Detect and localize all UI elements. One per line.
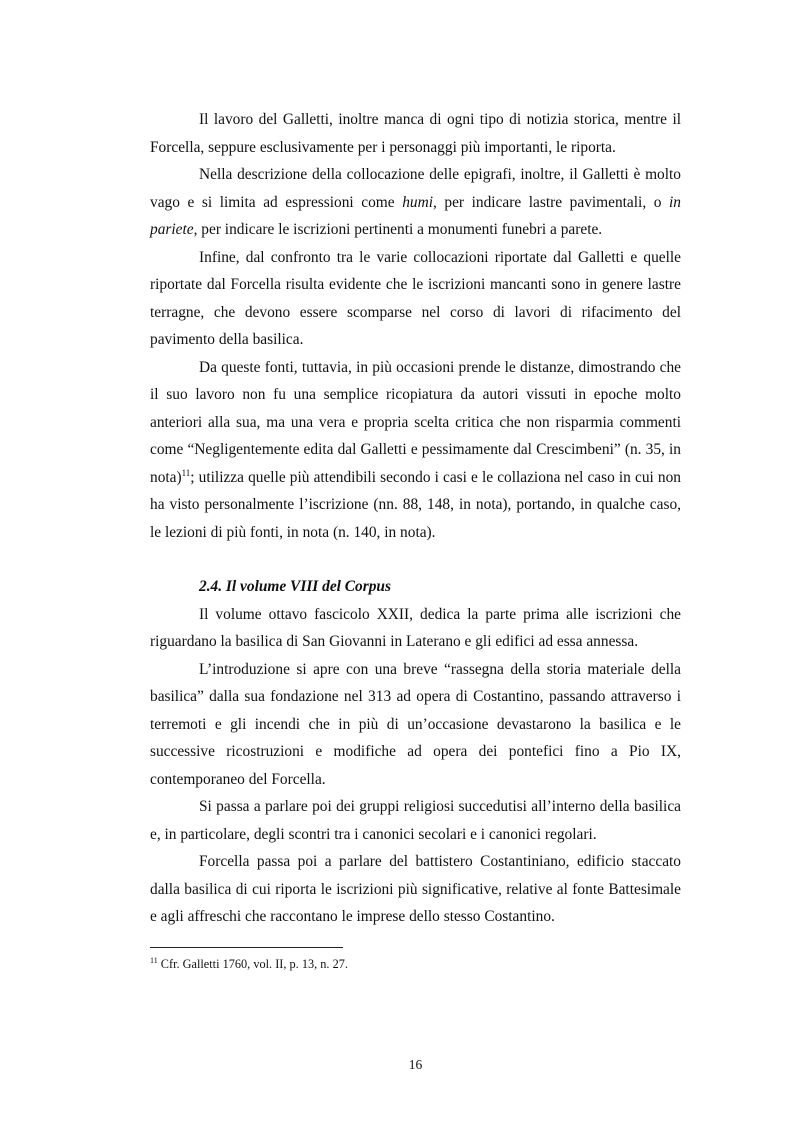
text-run: , per indicare lastre pavimentali, o bbox=[432, 193, 670, 211]
footnote-reference[interactable]: 11 bbox=[181, 467, 191, 478]
section-heading: 2.4. Il volume VIII del Corpus bbox=[199, 578, 391, 595]
paragraph: Forcella passa poi a parlare del battistero Costantiniano, edificio staccato dalla basilica di cui riporta le iscrizioni più significative, relative al fonte Battesimale e agli affreschi che raccontano le imprese dello stesso Costantino. bbox=[150, 853, 681, 925]
paragraph: Il lavoro del Galletti, inoltre manca di ogni tipo di notizia storica, mentre il Forcella, seppure esclusivamente per i personaggi più importanti, le riporta. bbox=[150, 111, 681, 156]
paragraph: Si passa a parlare poi dei gruppi religiosi succedutisi all’interno della basilica e, in particolare, degli scontri tra i canonici secolari e i canonici regolari. bbox=[150, 798, 681, 843]
italic-term: in pariete bbox=[150, 193, 681, 238]
page-number: 16 bbox=[408, 1057, 423, 1072]
footnote-separator bbox=[150, 947, 343, 948]
italic-term: humi bbox=[402, 193, 433, 211]
footnote-number: 11 bbox=[150, 956, 158, 965]
text-run: Nella descrizione della collocazione delle epigrafi, inoltre, il Galletti è molto vago e si limita ad espressioni come bbox=[150, 166, 681, 211]
paragraph: Infine, dal confronto tra le varie collocazioni riportate dal Galletti e quelle riportate dal Forcella risulta evidente che le iscrizioni mancanti sono in genere lastre terragne, che devono essere scomparse nel corso di lavori di rifacimento del pavimento della basilica. bbox=[150, 248, 681, 348]
paragraph: Il volume ottavo fascicolo XXII, dedica la parte prima alle iscrizioni che riguardano la basilica di San Giovanni in Laterano e gli edifici ad essa annessa. bbox=[150, 605, 681, 650]
text-run: ; utilizza quelle più attendibili secondo i casi e le collaziona nel caso in cui non ha visto personalmente l’iscrizione (nn. 88, 148, in nota), portando, in qualche caso, le lezioni di più fonti, in nota (n. 140, in nota). bbox=[150, 468, 681, 541]
paragraph bbox=[150, 354, 681, 547]
body-text bbox=[150, 106, 681, 931]
paragraph bbox=[150, 161, 681, 244]
text-run: , per indicare le iscrizioni pertinenti a monumenti funebri a parete. bbox=[193, 221, 603, 238]
paragraph: L’introduzione si apre con una breve “rassegna della storia materiale della basilica” dalla sua fondazione nel 313 ad opera di Costantino, passando attraverso i terremoti e gli incendi che in più di un’occasione devastarono la basilica e le successive ricostruzioni e modifiche ad opera dei pontefici fino a Pio IX, contemporaneo del Forcella. bbox=[150, 660, 681, 788]
footnote bbox=[150, 956, 681, 972]
footnote-text: Cfr. Galletti 1760, vol. II, p. 13, n. 27. bbox=[157, 957, 348, 971]
text-run: Da queste fonti, tuttavia, in più occasioni prende le distanze, dimostrando che il suo lavoro non fu una semplice ricopiatura da autori vissuti in epoche molto anteriori alla sua, ma una vera e propria scelta critica che non risparmia commenti come “Negligentemente edita dal Galletti e pessimamente dal Crescimbeni” (n. 35, in nota) bbox=[150, 358, 681, 486]
